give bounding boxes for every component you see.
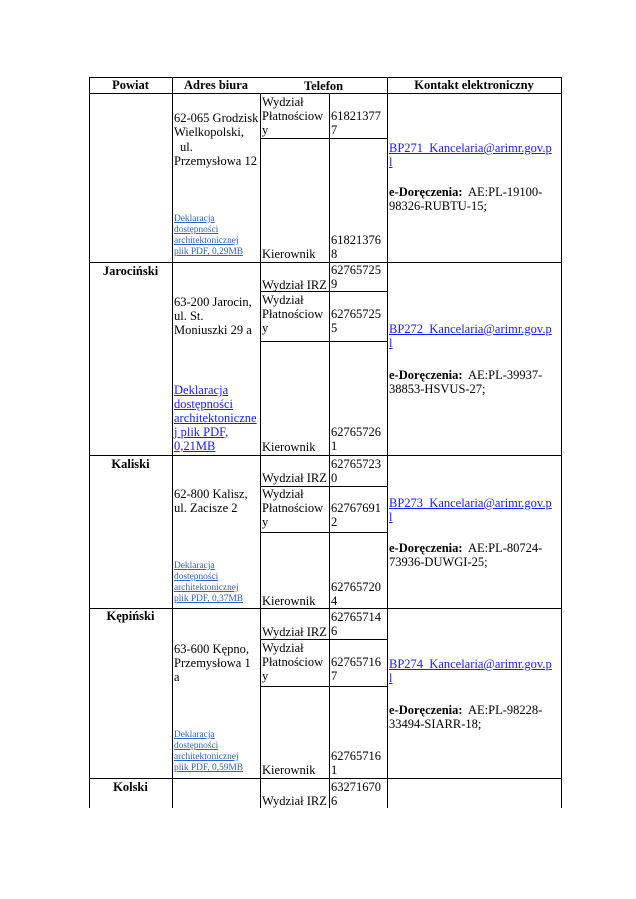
declaration-link[interactable]: Deklaracja (174, 214, 215, 224)
address-line: Przemysłowa 12 (174, 154, 257, 168)
phone-dept: Kierownik (262, 247, 316, 261)
phone-dept: Wydział (262, 641, 304, 655)
phone-number: 62765716 (331, 749, 381, 763)
table-border (89, 455, 562, 456)
table-border (387, 77, 388, 808)
phone-number: 62765725 (331, 263, 381, 277)
edoreczenia-address: 73936-DUWGI-25; (389, 555, 488, 569)
phone-divider (260, 532, 387, 533)
edoreczenia-label: e-Doręczenia: (389, 185, 463, 199)
phone-dept: Płatnościow (262, 109, 324, 123)
email-link[interactable]: BP272_Kancelaria@arimr.gov.p (389, 322, 552, 336)
declaration-link[interactable]: 0,21MB (174, 439, 216, 453)
phone-dept: Wydział (262, 487, 304, 501)
table-border (89, 778, 562, 779)
phone-number: 8 (331, 247, 338, 261)
phone-number: 61821376 (331, 233, 381, 247)
phone-number: 5 (331, 321, 338, 335)
powiat-name: Jarociński (102, 264, 159, 278)
table-border (260, 93, 261, 808)
powiat-name: Kępiński (106, 609, 155, 623)
email-link[interactable]: l (389, 510, 393, 524)
phone-number: 4 (331, 594, 338, 608)
declaration-link[interactable]: architektonicznej (174, 583, 239, 593)
address-line: ul. St. (174, 309, 204, 323)
phone-dept: y (262, 669, 269, 683)
phone-dept: y (262, 123, 269, 137)
phone-number: 61821377 (331, 109, 381, 123)
phone-dept: Wydział IRZ (262, 625, 327, 639)
phone-number: 7 (331, 123, 338, 137)
table-border (172, 77, 173, 808)
header-powiat: Powiat (112, 78, 149, 92)
declaration-link[interactable]: dostępności (174, 741, 219, 751)
phone-dept: Wydział (262, 95, 304, 109)
declaration-link[interactable]: dostępności (174, 397, 234, 411)
phone-number: 1 (331, 439, 338, 453)
powiat-name: Kolski (113, 780, 148, 794)
declaration-link[interactable]: j plik PDF, (174, 425, 229, 439)
email-link[interactable]: BP273_Kancelaria@arimr.gov.p (389, 496, 552, 510)
phone-divider (260, 341, 387, 342)
phone-dept: Kierownik (262, 763, 316, 777)
edoreczenia-label: e-Doręczenia: (389, 703, 463, 717)
edoreczenia-address: AE:PL-80724- (468, 541, 543, 555)
phone-dept: Wydział IRZ (262, 278, 327, 292)
phone-number: 63271670 (331, 780, 381, 794)
table-border (329, 93, 330, 808)
declaration-link[interactable]: architektonicznej (174, 752, 239, 762)
phone-number: 1 (331, 763, 338, 777)
phone-dept: y (262, 321, 269, 335)
phone-dept: Kierownik (262, 594, 316, 608)
phone-number: 0 (331, 471, 338, 485)
email-link[interactable]: BP271_Kancelaria@arimr.gov.p (389, 141, 552, 155)
phone-dept: Płatnościow (262, 307, 324, 321)
declaration-link[interactable]: dostępności (174, 572, 219, 582)
phone-number: 62765714 (331, 610, 381, 624)
phone-dept: y (262, 515, 269, 529)
declaration-link[interactable]: plik PDF, 0,59MB (174, 763, 244, 773)
edoreczenia-label: e-Doręczenia: (389, 541, 463, 555)
phone-dept: Płatnościow (262, 501, 324, 515)
phone-divider (260, 138, 387, 139)
header-telefon: Telefon (303, 79, 344, 93)
header-kontakt: Kontakt elektroniczny (414, 78, 534, 92)
phone-number: 62767691 (331, 501, 381, 515)
edoreczenia-label: e-Doręczenia: (389, 368, 463, 382)
phone-dept: Wydział IRZ (262, 471, 327, 485)
address-line: Moniuszki 29 a (174, 323, 252, 337)
edoreczenia-address: AE:PL-19100- (468, 185, 543, 199)
declaration-link[interactable]: Deklaracja (174, 730, 215, 740)
email-link[interactable]: l (389, 671, 393, 685)
phone-dept: Kierownik (262, 440, 316, 454)
declaration-link[interactable]: dostępności (174, 225, 219, 235)
email-link[interactable]: l (389, 155, 393, 169)
declaration-link[interactable]: plik PDF, 0,37MB (174, 594, 244, 604)
table-border (89, 262, 562, 263)
address-line: 62-065 Grodzisk (174, 111, 259, 125)
address-line: a (174, 670, 180, 684)
edoreczenia-address: 38853-HSVUS-27; (389, 382, 486, 396)
address-line: Wielkopolski, (174, 125, 244, 139)
phone-divider (260, 686, 387, 687)
declaration-link[interactable]: Deklaracja (174, 561, 215, 571)
phone-dept: Wydział (262, 293, 304, 307)
address-line: ul. (180, 140, 193, 154)
phone-number: 9 (331, 277, 338, 291)
edoreczenia-address: AE:PL-98228- (468, 703, 543, 717)
email-link[interactable]: l (389, 336, 393, 350)
table-border (561, 77, 562, 808)
phone-dept: Wydział IRZ (262, 794, 327, 808)
declaration-link[interactable]: Deklaracja (174, 383, 229, 397)
edoreczenia-address: AE:PL-39937- (468, 368, 543, 382)
edoreczenia-address: 98326-RUBTU-15; (389, 199, 487, 213)
email-link[interactable]: BP274_Kancelaria@arimr.gov.p (389, 657, 552, 671)
phone-dept: Płatnościow (262, 655, 324, 669)
phone-number: 62765720 (331, 580, 381, 594)
phone-number: 6 (331, 624, 338, 638)
edoreczenia-address: 33494-SIARR-18; (389, 717, 482, 731)
address-line: 63-600 Kępno, (174, 642, 249, 656)
phone-number: 62765726 (331, 425, 381, 439)
table-border (89, 77, 90, 808)
address-line: Przemysłowa 1 (174, 656, 251, 670)
address-line: ul. Zacisze 2 (174, 501, 238, 515)
phone-number: 6 (331, 794, 338, 808)
address-line: 63-200 Jarocin, (174, 295, 252, 309)
phone-number: 2 (331, 515, 338, 529)
phone-number: 62765723 (331, 457, 381, 471)
phone-number: 62765725 (331, 307, 381, 321)
address-line: 62-800 Kalisz, (174, 487, 248, 501)
header-adres: Adres biura (183, 78, 248, 92)
phone-number: 7 (331, 669, 338, 683)
powiat-name: Kaliski (111, 457, 150, 471)
declaration-link[interactable]: architektoniczne (174, 411, 257, 425)
declaration-link[interactable]: plik PDF, 0,29MB (174, 247, 244, 257)
declaration-link[interactable]: architektonicznej (174, 236, 239, 246)
phone-number: 62765716 (331, 655, 381, 669)
